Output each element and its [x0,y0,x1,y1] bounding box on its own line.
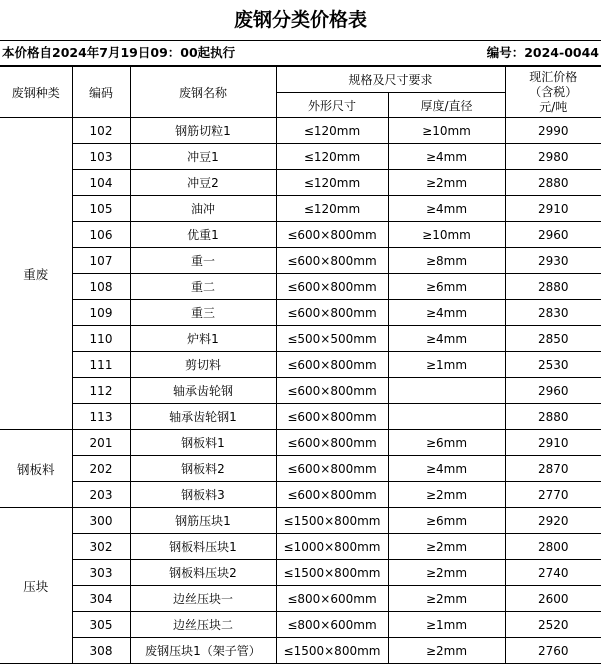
thickness-cell: ≥2mm [388,534,505,560]
code-cell: 106 [72,222,130,248]
code-cell: 108 [72,274,130,300]
name-cell: 轴承齿轮钢 [130,378,276,404]
name-cell: 冲豆1 [130,144,276,170]
table-row [0,274,601,300]
name-cell: 边丝压块一 [130,586,276,612]
size-cell: ≤600×800mm [276,378,388,404]
thickness-cell: ≥6mm [388,430,505,456]
table-row [0,612,601,638]
thickness-cell: ≥1mm [388,612,505,638]
size-cell: ≤1500×800mm [276,560,388,586]
header-price [505,67,601,118]
code-cell: 201 [72,430,130,456]
name-cell: 废钢压块1（架子管） [130,638,276,664]
thickness-cell: ≥2mm [388,638,505,664]
size-cell: ≤600×800mm [276,352,388,378]
thickness-cell [388,378,505,404]
thickness-cell: ≥6mm [388,274,505,300]
price-table [0,66,601,664]
size-cell: ≤120mm [276,170,388,196]
name-cell: 边丝压块二 [130,612,276,638]
header-type: 废钢种类 [0,67,72,118]
meta-bar [0,41,601,66]
name-cell: 冲豆2 [130,170,276,196]
table-row [0,196,601,222]
code-cell: 113 [72,404,130,430]
code-cell: 304 [72,586,130,612]
size-cell: ≤600×800mm [276,482,388,508]
thickness-cell: ≥4mm [388,196,505,222]
thickness-cell: ≥6mm [388,508,505,534]
category-cell: 钢板料 [0,430,72,508]
table-row [0,300,601,326]
code-cell: 107 [72,248,130,274]
thickness-cell [388,404,505,430]
table-row [0,404,601,430]
table-row [0,326,601,352]
price-cell: 2530 [505,352,601,378]
header-thickness: 厚度/直径 [388,93,505,118]
size-cell: ≤120mm [276,144,388,170]
header-price-line3: 元/吨 [539,99,568,114]
name-cell: 轴承齿轮钢1 [130,404,276,430]
thickness-cell: ≥10mm [388,222,505,248]
size-cell: ≤600×800mm [276,404,388,430]
name-cell: 重一 [130,248,276,274]
price-cell: 2850 [505,326,601,352]
code-cell: 303 [72,560,130,586]
code-cell: 104 [72,170,130,196]
table-row [0,508,601,534]
size-cell: ≤120mm [276,196,388,222]
name-cell: 钢筋切粒1 [130,118,276,144]
thickness-cell: ≥4mm [388,144,505,170]
price-cell: 2990 [505,118,601,144]
serial-number: 编号：2024-0044 [486,45,599,60]
price-cell: 2760 [505,638,601,664]
header-name: 废钢名称 [130,67,276,118]
price-cell: 2600 [505,586,601,612]
code-cell: 103 [72,144,130,170]
table-row [0,430,601,456]
thickness-cell: ≥2mm [388,586,505,612]
thickness-cell: ≥2mm [388,482,505,508]
name-cell: 剪切料 [130,352,276,378]
thickness-cell: ≥10mm [388,118,505,144]
thickness-cell: ≥8mm [388,248,505,274]
name-cell: 钢板料1 [130,430,276,456]
name-cell: 钢板料压块1 [130,534,276,560]
code-cell: 111 [72,352,130,378]
code-cell: 302 [72,534,130,560]
size-cell: ≤1000×800mm [276,534,388,560]
size-cell: ≤600×800mm [276,456,388,482]
size-cell: ≤600×800mm [276,248,388,274]
price-cell: 2740 [505,560,601,586]
code-cell: 202 [72,456,130,482]
table-row [0,144,601,170]
size-cell: ≤800×600mm [276,586,388,612]
price-cell: 2910 [505,196,601,222]
price-cell: 2880 [505,170,601,196]
thickness-cell: ≥4mm [388,326,505,352]
name-cell: 钢板料压块2 [130,560,276,586]
table-row [0,222,601,248]
table-row [0,534,601,560]
thickness-cell: ≥2mm [388,170,505,196]
size-cell: ≤800×600mm [276,612,388,638]
price-cell: 2920 [505,508,601,534]
price-cell: 2830 [505,300,601,326]
table-row [0,378,601,404]
size-cell: ≤120mm [276,118,388,144]
price-cell: 2930 [505,248,601,274]
category-cell: 压块 [0,508,72,664]
size-cell: ≤600×800mm [276,222,388,248]
name-cell: 优重1 [130,222,276,248]
table-row [0,118,601,144]
thickness-cell: ≥4mm [388,456,505,482]
price-cell: 2520 [505,612,601,638]
table-row [0,456,601,482]
size-cell: ≤1500×800mm [276,508,388,534]
code-cell: 105 [72,196,130,222]
thickness-cell: ≥1mm [388,352,505,378]
code-cell: 110 [72,326,130,352]
name-cell: 重三 [130,300,276,326]
table-row [0,560,601,586]
table-row [0,586,601,612]
name-cell: 炉料1 [130,326,276,352]
price-cell: 2980 [505,144,601,170]
name-cell: 油冲 [130,196,276,222]
thickness-cell: ≥4mm [388,300,505,326]
code-cell: 102 [72,118,130,144]
header-code: 编码 [72,67,130,118]
effective-date: 本价格自2024年7月19日09：00起执行 [2,45,236,60]
table-row [0,638,601,664]
code-cell: 300 [72,508,130,534]
name-cell: 重二 [130,274,276,300]
code-cell: 112 [72,378,130,404]
price-cell: 2800 [505,534,601,560]
size-cell: ≤600×800mm [276,274,388,300]
header-size: 外形尺寸 [276,93,388,118]
price-cell: 2910 [505,430,601,456]
table-row [0,170,601,196]
code-cell: 308 [72,638,130,664]
code-cell: 203 [72,482,130,508]
code-cell: 109 [72,300,130,326]
table-row [0,248,601,274]
page-title: 废钢分类价格表 [0,0,601,41]
header-spec: 规格及尺寸要求 [276,67,505,93]
price-cell: 2770 [505,482,601,508]
code-cell: 305 [72,612,130,638]
price-cell: 2880 [505,404,601,430]
price-cell: 2880 [505,274,601,300]
name-cell: 钢筋压块1 [130,508,276,534]
header-price-line2: （含税） [529,84,578,99]
name-cell: 钢板料3 [130,482,276,508]
header-price-line1: 现汇价格 [529,69,578,84]
size-cell: ≤500×500mm [276,326,388,352]
table-row [0,352,601,378]
price-cell: 2870 [505,456,601,482]
thickness-cell: ≥2mm [388,560,505,586]
size-cell: ≤600×800mm [276,300,388,326]
name-cell: 钢板料2 [130,456,276,482]
category-cell: 重废 [0,118,72,430]
size-cell: ≤600×800mm [276,430,388,456]
price-cell: 2960 [505,378,601,404]
price-cell: 2960 [505,222,601,248]
size-cell: ≤1500×800mm [276,638,388,664]
table-row [0,482,601,508]
